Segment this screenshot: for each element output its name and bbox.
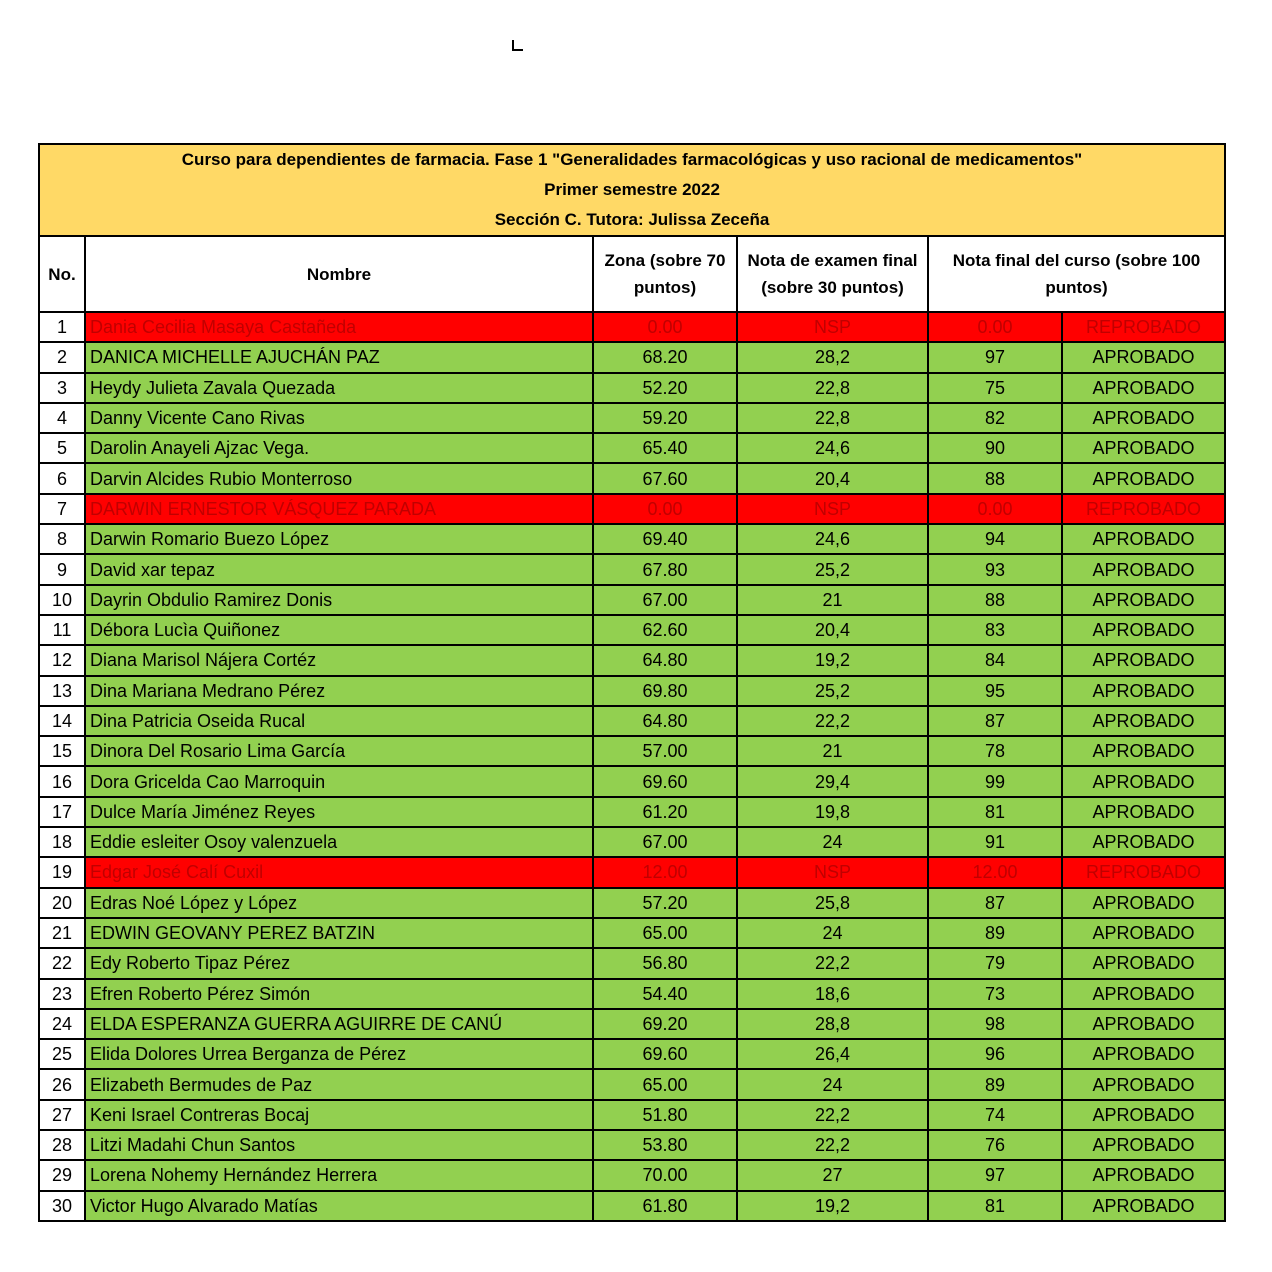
- zona-score: 52.20: [593, 373, 737, 403]
- final-score: 75: [928, 373, 1062, 403]
- final-score: 79: [928, 948, 1062, 978]
- row-number: 25: [39, 1039, 85, 1069]
- row-number: 8: [39, 524, 85, 554]
- final-score: 82: [928, 403, 1062, 433]
- student-name: Dulce María Jiménez Reyes: [85, 797, 593, 827]
- status-cell: APROBADO: [1062, 554, 1225, 584]
- final-score: 81: [928, 1191, 1062, 1221]
- status-cell: APROBADO: [1062, 373, 1225, 403]
- student-name: Dinora Del Rosario Lima García: [85, 736, 593, 766]
- table-row: [39, 766, 1225, 796]
- exam-score: 22,8: [737, 403, 928, 433]
- table-row: [39, 706, 1225, 736]
- status-cell: APROBADO: [1062, 706, 1225, 736]
- table-row: [39, 494, 1225, 524]
- final-score: 95: [928, 676, 1062, 706]
- table-row: [39, 736, 1225, 766]
- row-number: 17: [39, 797, 85, 827]
- status-cell: APROBADO: [1062, 888, 1225, 918]
- exam-score: 24,6: [737, 433, 928, 463]
- status-cell: APROBADO: [1062, 979, 1225, 1009]
- zona-score: 59.20: [593, 403, 737, 433]
- row-number: 12: [39, 645, 85, 675]
- zona-score: 69.60: [593, 1039, 737, 1069]
- column-header-nombre: Nombre: [85, 236, 593, 312]
- student-name: Victor Hugo Alvarado Matías: [85, 1191, 593, 1221]
- student-name: Débora Lucìa Quiñonez: [85, 615, 593, 645]
- row-number: 15: [39, 736, 85, 766]
- exam-score: 20,4: [737, 615, 928, 645]
- student-name: DARWIN ERNESTOR VÁSQUEZ PARADA: [85, 494, 593, 524]
- table-row: [39, 918, 1225, 948]
- zona-score: 56.80: [593, 948, 737, 978]
- row-number: 29: [39, 1160, 85, 1190]
- status-cell: APROBADO: [1062, 797, 1225, 827]
- exam-score: 24: [737, 827, 928, 857]
- zona-score: 67.60: [593, 463, 737, 493]
- final-score: 88: [928, 585, 1062, 615]
- student-name: Elizabeth Bermudes de Paz: [85, 1069, 593, 1099]
- zona-score: 70.00: [593, 1160, 737, 1190]
- status-cell: APROBADO: [1062, 1191, 1225, 1221]
- status-cell: APROBADO: [1062, 403, 1225, 433]
- table-row: [39, 373, 1225, 403]
- final-score: 76: [928, 1130, 1062, 1160]
- row-number: 19: [39, 857, 85, 887]
- table-row: [39, 342, 1225, 372]
- column-header-zona: Zona (sobre 70 puntos): [593, 236, 737, 312]
- exam-score: 29,4: [737, 766, 928, 796]
- exam-score: 21: [737, 736, 928, 766]
- final-score: 74: [928, 1100, 1062, 1130]
- status-cell: APROBADO: [1062, 948, 1225, 978]
- final-score: 90: [928, 433, 1062, 463]
- student-name: Keni Israel Contreras Bocaj: [85, 1100, 593, 1130]
- final-score: 94: [928, 524, 1062, 554]
- status-cell: APROBADO: [1062, 1009, 1225, 1039]
- student-name: Darolin Anayeli Ajzac Vega.: [85, 433, 593, 463]
- zona-score: 65.00: [593, 1069, 737, 1099]
- zona-score: 69.80: [593, 676, 737, 706]
- status-cell: APROBADO: [1062, 827, 1225, 857]
- status-cell: APROBADO: [1062, 676, 1225, 706]
- row-number: 28: [39, 1130, 85, 1160]
- row-number: 7: [39, 494, 85, 524]
- final-score: 96: [928, 1039, 1062, 1069]
- semester-title: Primer semestre 2022: [544, 180, 720, 199]
- table-row: [39, 1009, 1225, 1039]
- exam-score: 22,2: [737, 948, 928, 978]
- row-number: 14: [39, 706, 85, 736]
- final-score: 88: [928, 463, 1062, 493]
- row-number: 6: [39, 463, 85, 493]
- exam-score: 25,2: [737, 676, 928, 706]
- status-cell: APROBADO: [1062, 1160, 1225, 1190]
- zona-score: 61.20: [593, 797, 737, 827]
- table-row: [39, 1130, 1225, 1160]
- row-number: 10: [39, 585, 85, 615]
- status-cell: APROBADO: [1062, 1069, 1225, 1099]
- exam-score: 28,8: [737, 1009, 928, 1039]
- student-name: Lorena Nohemy Hernández Herrera: [85, 1160, 593, 1190]
- zona-score: 53.80: [593, 1130, 737, 1160]
- status-cell: APROBADO: [1062, 615, 1225, 645]
- table-row: [39, 797, 1225, 827]
- final-score: 84: [928, 645, 1062, 675]
- final-score: 12.00: [928, 857, 1062, 887]
- zona-score: 64.80: [593, 645, 737, 675]
- student-name: Eddie esleiter Osoy valenzuela: [85, 827, 593, 857]
- final-score: 89: [928, 1069, 1062, 1099]
- zona-score: 0.00: [593, 494, 737, 524]
- exam-score: 24: [737, 918, 928, 948]
- status-cell: APROBADO: [1062, 463, 1225, 493]
- student-name: Danny Vicente Cano Rivas: [85, 403, 593, 433]
- section-title: Sección C. Tutora: Julissa Zeceña: [494, 210, 770, 229]
- table-row: [39, 888, 1225, 918]
- exam-score: 22,2: [737, 1100, 928, 1130]
- final-score: 78: [928, 736, 1062, 766]
- zona-score: 65.40: [593, 433, 737, 463]
- table-row: [39, 1039, 1225, 1069]
- corner-mark: [512, 40, 523, 51]
- zona-score: 64.80: [593, 706, 737, 736]
- exam-score: NSP: [737, 312, 928, 342]
- student-name: Dora Gricelda Cao Marroquin: [85, 766, 593, 796]
- table-row: [39, 1100, 1225, 1130]
- status-cell: APROBADO: [1062, 433, 1225, 463]
- exam-score: NSP: [737, 494, 928, 524]
- exam-score: 26,4: [737, 1039, 928, 1069]
- row-number: 2: [39, 342, 85, 372]
- table-row: [39, 1191, 1225, 1221]
- zona-score: 67.00: [593, 827, 737, 857]
- row-number: 23: [39, 979, 85, 1009]
- table-row: [39, 676, 1225, 706]
- final-score: 98: [928, 1009, 1062, 1039]
- row-number: 3: [39, 373, 85, 403]
- table-row: [39, 948, 1225, 978]
- exam-score: 19,8: [737, 797, 928, 827]
- final-score: 73: [928, 979, 1062, 1009]
- student-name: Diana Marisol Nájera Cortéz: [85, 645, 593, 675]
- final-score: 0.00: [928, 494, 1062, 524]
- status-cell: APROBADO: [1062, 736, 1225, 766]
- exam-score: 22,8: [737, 373, 928, 403]
- table-row: [39, 857, 1225, 887]
- student-name: David xar tepaz: [85, 554, 593, 584]
- zona-score: 67.80: [593, 554, 737, 584]
- exam-score: 27: [737, 1160, 928, 1190]
- status-cell: APROBADO: [1062, 1100, 1225, 1130]
- row-number: 13: [39, 676, 85, 706]
- status-cell: APROBADO: [1062, 585, 1225, 615]
- zona-score: 0.00: [593, 312, 737, 342]
- grades-table: [38, 143, 1226, 1222]
- student-name: ELDA ESPERANZA GUERRA AGUIRRE DE CANÚ: [85, 1009, 593, 1039]
- status-cell: REPROBADO: [1062, 494, 1225, 524]
- exam-score: 25,8: [737, 888, 928, 918]
- table-row: [39, 1160, 1225, 1190]
- student-name: Edgar José Calí Cuxil: [85, 857, 593, 887]
- row-number: 1: [39, 312, 85, 342]
- zona-score: 69.60: [593, 766, 737, 796]
- student-name: Darwin Romario Buezo López: [85, 524, 593, 554]
- student-name: Dina Mariana Medrano Pérez: [85, 676, 593, 706]
- table-row: [39, 403, 1225, 433]
- row-number: 21: [39, 918, 85, 948]
- table-body: [39, 312, 1225, 1221]
- status-cell: APROBADO: [1062, 918, 1225, 948]
- column-header-examen: Nota de examen final (sobre 30 puntos): [737, 236, 928, 312]
- row-number: 5: [39, 433, 85, 463]
- column-header-no: No.: [39, 236, 85, 312]
- student-name: Heydy Julieta Zavala Quezada: [85, 373, 593, 403]
- zona-score: 68.20: [593, 342, 737, 372]
- exam-score: 19,2: [737, 1191, 928, 1221]
- student-name: EDWIN GEOVANY PEREZ BATZIN: [85, 918, 593, 948]
- final-score: 93: [928, 554, 1062, 584]
- student-name: Edras Noé López y López: [85, 888, 593, 918]
- row-number: 26: [39, 1069, 85, 1099]
- student-name: Dania Cecilia Masaya Castañeda: [85, 312, 593, 342]
- final-score: 83: [928, 615, 1062, 645]
- exam-score: 24: [737, 1069, 928, 1099]
- final-score: 97: [928, 1160, 1062, 1190]
- table-row: [39, 554, 1225, 584]
- student-name: Elida Dolores Urrea Berganza de Pérez: [85, 1039, 593, 1069]
- table-row: [39, 615, 1225, 645]
- row-number: 22: [39, 948, 85, 978]
- course-title: Curso para dependientes de farmacia. Fase 1 "Generalidades farmacológicas y uso racional de medicamentos": [181, 150, 1083, 169]
- table-row: [39, 463, 1225, 493]
- final-score: 99: [928, 766, 1062, 796]
- zona-score: 61.80: [593, 1191, 737, 1221]
- table-row: [39, 979, 1225, 1009]
- student-name: Dayrin Obdulio Ramirez Donis: [85, 585, 593, 615]
- final-score: 87: [928, 888, 1062, 918]
- exam-score: 19,2: [737, 645, 928, 675]
- table-row: [39, 827, 1225, 857]
- exam-score: NSP: [737, 857, 928, 887]
- student-name: Darvin Alcides Rubio Monterroso: [85, 463, 593, 493]
- zona-score: 62.60: [593, 615, 737, 645]
- zona-score: 69.40: [593, 524, 737, 554]
- row-number: 30: [39, 1191, 85, 1221]
- exam-score: 22,2: [737, 1130, 928, 1160]
- row-number: 9: [39, 554, 85, 584]
- student-name: DANICA MICHELLE AJUCHÁN PAZ: [85, 342, 593, 372]
- final-score: 0.00: [928, 312, 1062, 342]
- table-row: [39, 524, 1225, 554]
- row-number: 24: [39, 1009, 85, 1039]
- status-cell: APROBADO: [1062, 1130, 1225, 1160]
- row-number: 11: [39, 615, 85, 645]
- table-row: [39, 1069, 1225, 1099]
- status-cell: REPROBADO: [1062, 312, 1225, 342]
- final-score: 89: [928, 918, 1062, 948]
- row-number: 20: [39, 888, 85, 918]
- final-score: 91: [928, 827, 1062, 857]
- zona-score: 67.00: [593, 585, 737, 615]
- final-score: 97: [928, 342, 1062, 372]
- table-row: [39, 433, 1225, 463]
- zona-score: 12.00: [593, 857, 737, 887]
- exam-score: 24,6: [737, 524, 928, 554]
- exam-score: 22,2: [737, 706, 928, 736]
- table-row: [39, 312, 1225, 342]
- table-row: [39, 645, 1225, 675]
- row-number: 4: [39, 403, 85, 433]
- status-cell: APROBADO: [1062, 342, 1225, 372]
- exam-score: 28,2: [737, 342, 928, 372]
- zona-score: 69.20: [593, 1009, 737, 1039]
- exam-score: 25,2: [737, 554, 928, 584]
- student-name: Dina Patricia Oseida Rucal: [85, 706, 593, 736]
- status-cell: APROBADO: [1062, 524, 1225, 554]
- zona-score: 57.20: [593, 888, 737, 918]
- final-score: 81: [928, 797, 1062, 827]
- zona-score: 51.80: [593, 1100, 737, 1130]
- zona-score: 65.00: [593, 918, 737, 948]
- status-cell: REPROBADO: [1062, 857, 1225, 887]
- row-number: 16: [39, 766, 85, 796]
- zona-score: 54.40: [593, 979, 737, 1009]
- exam-score: 21: [737, 585, 928, 615]
- exam-score: 18,6: [737, 979, 928, 1009]
- status-cell: APROBADO: [1062, 766, 1225, 796]
- row-number: 27: [39, 1100, 85, 1130]
- table-row: [39, 585, 1225, 615]
- column-header-final: Nota final del curso (sobre 100 puntos): [928, 236, 1225, 312]
- student-name: Litzi Madahi Chun Santos: [85, 1130, 593, 1160]
- row-number: 18: [39, 827, 85, 857]
- student-name: Efren Roberto Pérez Simón: [85, 979, 593, 1009]
- final-score: 87: [928, 706, 1062, 736]
- status-cell: APROBADO: [1062, 645, 1225, 675]
- status-cell: APROBADO: [1062, 1039, 1225, 1069]
- student-name: Edy Roberto Tipaz Pérez: [85, 948, 593, 978]
- table-title: [39, 144, 1225, 236]
- zona-score: 57.00: [593, 736, 737, 766]
- exam-score: 20,4: [737, 463, 928, 493]
